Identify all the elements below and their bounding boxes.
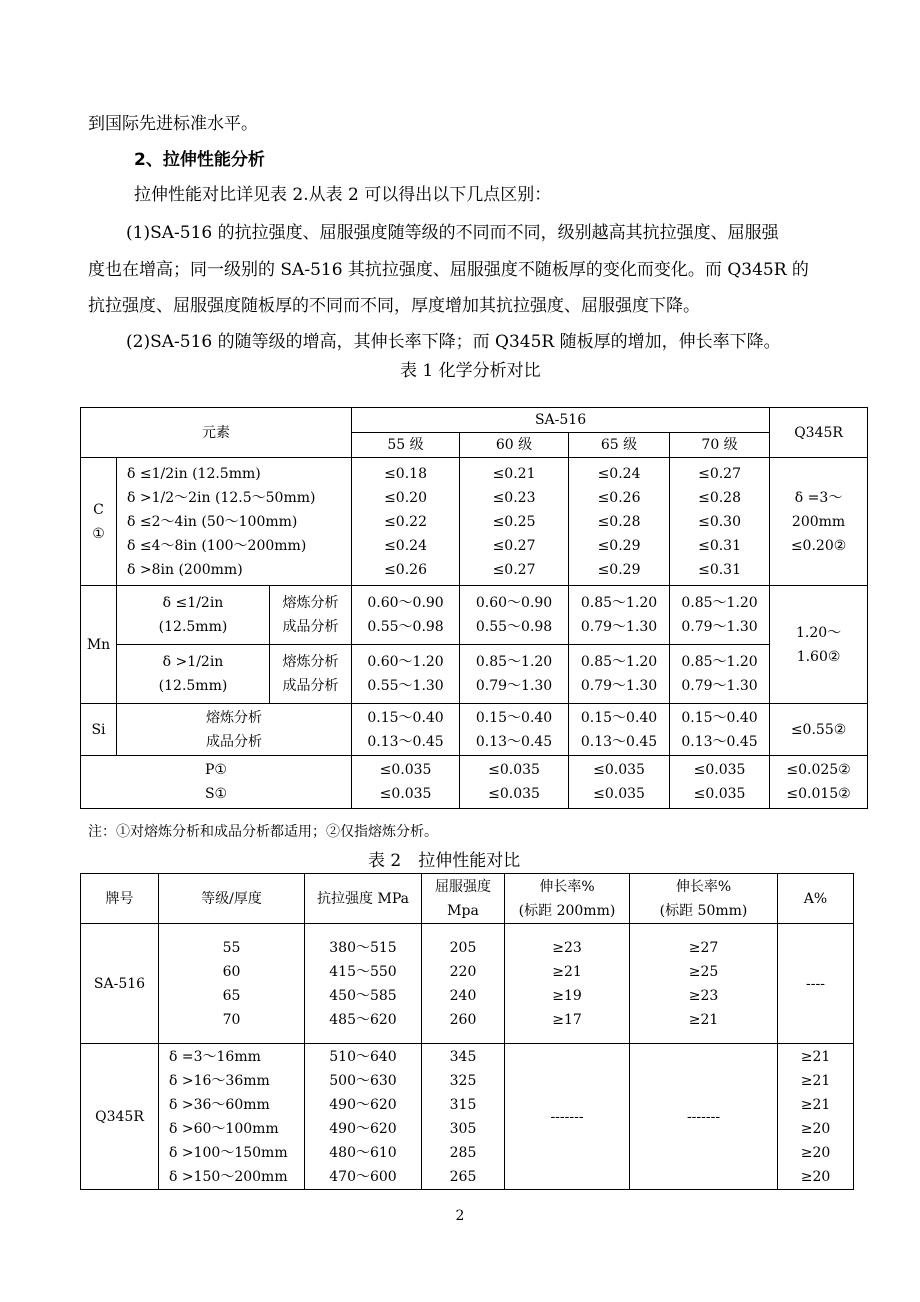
mn-2-grade-55: 0.60～1.20 0.55～1.30 [352, 645, 460, 704]
si-analysis-types: 熔炼分析 成品分析 [117, 704, 352, 756]
paragraph-1-line-2: 度也在增高；同一级别的 SA-516 其抗拉强度、屈服强度不随板厚的变化而变化。而 Q345R 的 [88, 260, 809, 280]
header-elongation-200: 伸长率% (标距 200mm) [505, 874, 630, 924]
paragraph-1-line-1: (1)SA-516 的抗拉强度、屈服强度随等级的不同而不同，级别越高其抗拉强度、屈服强 [126, 223, 779, 243]
mn-1-grade-65: 0.85～1.20 0.79～1.30 [569, 586, 670, 645]
header-sa516: SA-516 [352, 408, 770, 433]
c-grade-60: ≤0.21 ≤0.23 ≤0.25 ≤0.27 ≤0.27 [460, 458, 569, 586]
table-row [81, 586, 868, 645]
mn-range-1: δ ≤1/2in (12.5mm) [117, 586, 270, 645]
header-yield-strength: 屈服强度 Mpa [422, 874, 505, 924]
q345r-elongation-50: ------- [630, 1044, 778, 1190]
ps-grade-65: ≤0.035 ≤0.035 [569, 756, 670, 809]
si-grade-60: 0.15～0.40 0.13～0.45 [460, 704, 569, 756]
mn-analysis-types-2: 熔炼分析 成品分析 [270, 645, 352, 704]
header-a-percent: A% [778, 874, 854, 924]
si-q345r: ≤0.55② [770, 704, 868, 756]
mn-analysis-types-1: 熔炼分析 成品分析 [270, 586, 352, 645]
table-row [81, 458, 868, 586]
element-p-s: P① S① [81, 756, 352, 809]
c-q345r: δ =3～ 200mm ≤0.20② [770, 458, 868, 586]
header-grade-55: 55 级 [352, 433, 460, 458]
ps-grade-70: ≤0.035 ≤0.035 [670, 756, 770, 809]
c-grade-70: ≤0.27 ≤0.28 ≤0.30 ≤0.31 ≤0.31 [670, 458, 770, 586]
element-mn: Mn [81, 586, 117, 704]
chemical-analysis-table [80, 407, 868, 809]
q345r-thicknesses: δ =3～16mm δ >16～36mm δ >36～60mm δ >60～100mm δ >100～150mm δ >150～200mm [159, 1044, 305, 1190]
c-grade-55: ≤0.18 ≤0.20 ≤0.22 ≤0.24 ≤0.26 [352, 458, 460, 586]
paragraph-line: 到国际先进标准水平。 [88, 114, 258, 134]
mn-2-grade-60: 0.85～1.20 0.79～1.30 [460, 645, 569, 704]
mn-q345r: 1.20～ 1.60② [770, 586, 868, 704]
header-brand: 牌号 [81, 874, 159, 924]
ps-grade-60: ≤0.035 ≤0.035 [460, 756, 569, 809]
header-tensile-strength: 抗拉强度 MPa [305, 874, 422, 924]
table-1-caption: 表 1 化学分析对比 [400, 361, 541, 381]
header-grade-65: 65 级 [569, 433, 670, 458]
table-row [81, 756, 868, 809]
c-thickness-ranges: δ ≤1/2in (12.5mm) δ >1/2～2in (12.5～50mm) δ ≤2～4in (50～100mm) δ ≤4～8in (100～200mm) δ >8in (200mm) [117, 458, 352, 586]
table-1-note: 注：①对熔炼分析和成品分析都适用；②仅指熔炼分析。 [88, 824, 438, 840]
mn-2-grade-70: 0.85～1.20 0.79～1.30 [670, 645, 770, 704]
section-heading: 2、拉伸性能分析 [134, 150, 265, 170]
element-c: C ① [81, 458, 117, 586]
table-row [81, 1044, 854, 1190]
si-grade-65: 0.15～0.40 0.13～0.45 [569, 704, 670, 756]
header-grade-thickness: 等级/厚度 [159, 874, 305, 924]
mn-1-grade-55: 0.60～0.90 0.55～0.98 [352, 586, 460, 645]
intro-text: 拉伸性能对比详见表 2.从表 2 可以得出以下几点区别： [134, 185, 552, 205]
mn-2-grade-65: 0.85～1.20 0.79～1.30 [569, 645, 670, 704]
q345r-yield: 345 325 315 305 285 265 [422, 1044, 505, 1190]
table-2-caption: 表 2 拉伸性能对比 [368, 851, 521, 871]
sa516-tensile: 380～515 415～550 450～585 485～620 [305, 924, 422, 1044]
mn-1-grade-70: 0.85～1.20 0.79～1.30 [670, 586, 770, 645]
header-q345r: Q345R [770, 408, 868, 458]
sa516-grades: 55 60 65 70 [159, 924, 305, 1044]
ps-q345r: ≤0.025② ≤0.015② [770, 756, 868, 809]
page-number: 2 [455, 1208, 465, 1224]
paragraph-1-line-3: 抗拉强度、屈服强度随板厚的不同而不同，厚度增加其抗拉强度、屈服强度下降。 [88, 296, 700, 316]
q345r-brand: Q345R [81, 1044, 159, 1190]
sa516-a-percent: ---- [778, 924, 854, 1044]
tensile-properties-table [80, 873, 854, 1190]
header-elongation-50: 伸长率% (标距 50mm) [630, 874, 778, 924]
table-row [81, 645, 868, 704]
mn-1-grade-60: 0.60～0.90 0.55～0.98 [460, 586, 569, 645]
sa516-elongation-50: ≥27 ≥25 ≥23 ≥21 [630, 924, 778, 1044]
ps-grade-55: ≤0.035 ≤0.035 [352, 756, 460, 809]
q345r-elongation-200: ------- [505, 1044, 630, 1190]
sa516-yield: 205 220 240 260 [422, 924, 505, 1044]
sa516-brand: SA-516 [81, 924, 159, 1044]
mn-range-2: δ >1/2in (12.5mm) [117, 645, 270, 704]
sa516-elongation-200: ≥23 ≥21 ≥19 ≥17 [505, 924, 630, 1044]
header-grade-70: 70 级 [670, 433, 770, 458]
header-element: 元素 [81, 408, 352, 458]
table-row [81, 704, 868, 756]
element-si: Si [81, 704, 117, 756]
paragraph-2: (2)SA-516 的随等级的增高，其伸长率下降；而 Q345R 随板厚的增加，伸长率下降。 [126, 332, 781, 352]
si-grade-70: 0.15～0.40 0.13～0.45 [670, 704, 770, 756]
q345r-a-percent: ≥21 ≥21 ≥21 ≥20 ≥20 ≥20 [778, 1044, 854, 1190]
table-row [81, 924, 854, 1044]
c-grade-65: ≤0.24 ≤0.26 ≤0.28 ≤0.29 ≤0.29 [569, 458, 670, 586]
q345r-tensile: 510～640 500～630 490～620 490～620 480～610 470～600 [305, 1044, 422, 1190]
header-grade-60: 60 级 [460, 433, 569, 458]
si-grade-55: 0.15～0.40 0.13～0.45 [352, 704, 460, 756]
